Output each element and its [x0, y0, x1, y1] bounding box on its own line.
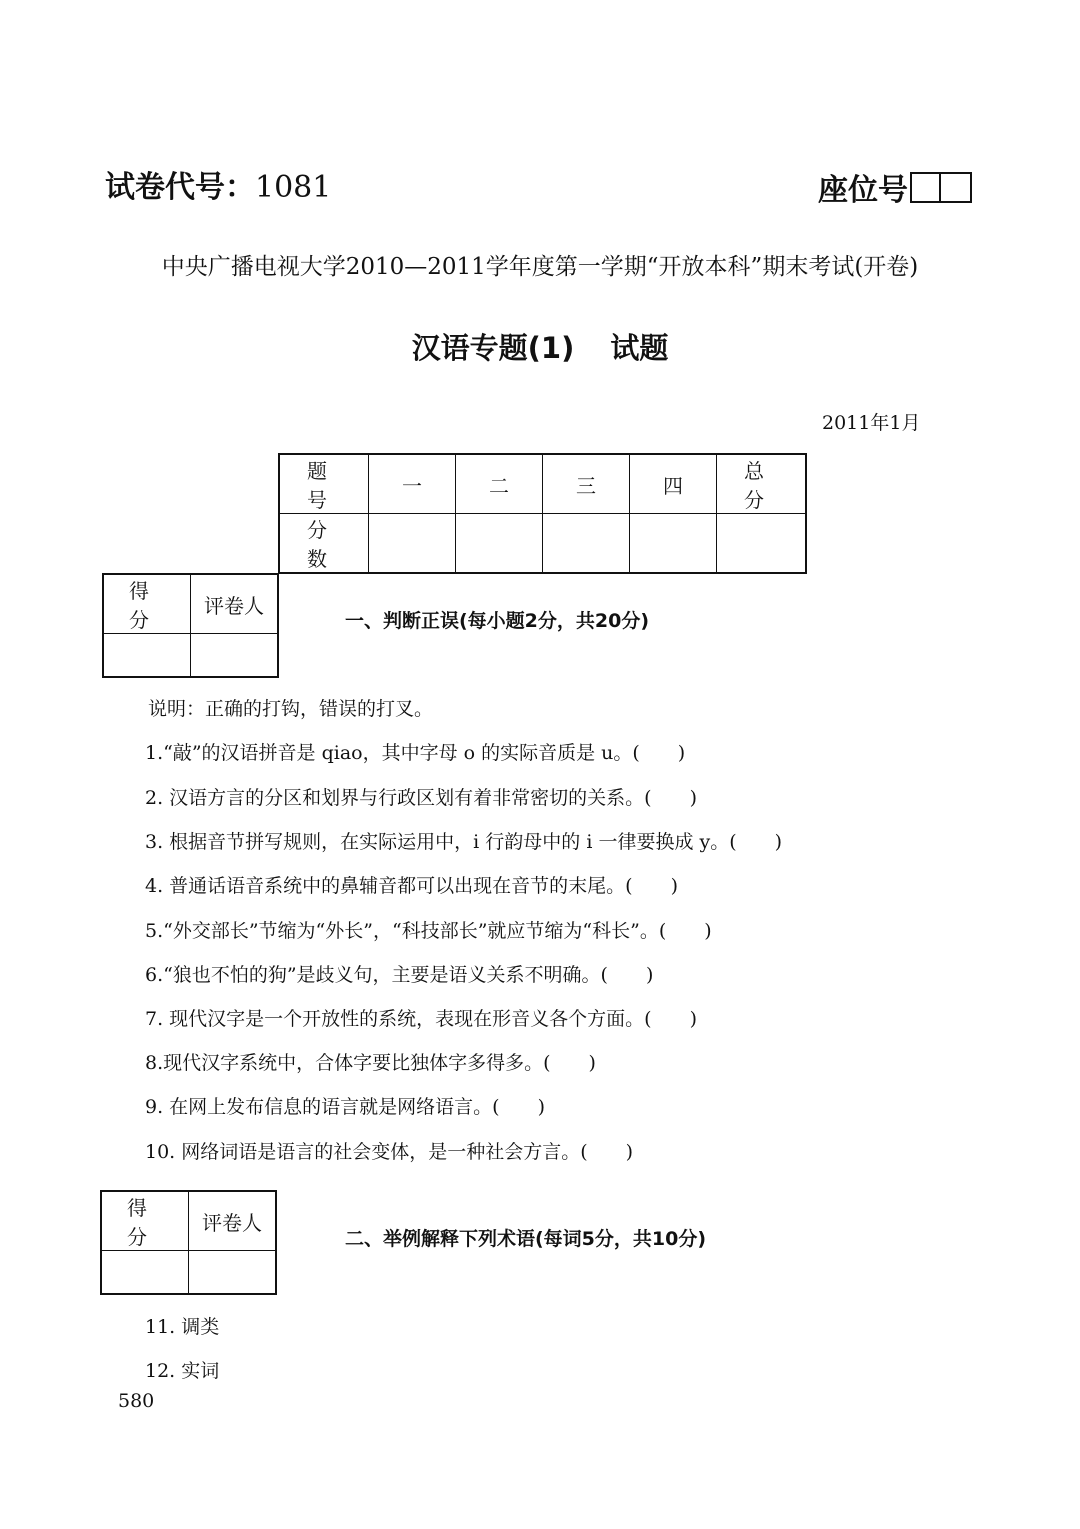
question-item: 4. 普通话语音系统中的鼻辅音都可以出现在音节的末尾。( )	[145, 875, 678, 897]
seat-number	[818, 165, 972, 209]
seat-label: 座位号	[818, 173, 908, 208]
score-table-cell: 一	[369, 454, 456, 514]
question-item: 6.“狼也不怕的狗”是歧义句，主要是语义关系不明确。( )	[145, 964, 654, 986]
score-table-score-row	[279, 514, 806, 574]
question-item: 3. 根据音节拼写规则，在实际运用中，i 行韵母中的 i 一律要换成 y。( )	[145, 831, 783, 853]
exam-date: 2011年1月	[822, 412, 921, 434]
question-item: 12. 实词	[145, 1360, 220, 1382]
grader-score-field[interactable]	[101, 1251, 189, 1295]
question-item: 9. 在网上发布信息的语言就是网络语言。( )	[145, 1096, 545, 1118]
score-field[interactable]	[543, 514, 630, 574]
grader-name-field[interactable]	[189, 1251, 277, 1295]
section-1-title: 一、判断正误(每小题2分，共20分)	[345, 610, 650, 632]
score-table-cell: 分 数	[279, 514, 369, 574]
question-item: 1.“敲”的汉语拼音是 qiao，其中字母 o 的实际音质是 u。( )	[145, 742, 686, 764]
question-item: 7. 现代汉字是一个开放性的系统，表现在形音义各个方面。( )	[145, 1008, 697, 1030]
exam-title-suffix: 试题	[610, 331, 669, 365]
grader-score-field[interactable]	[103, 634, 191, 678]
seat-box	[941, 172, 972, 203]
score-table-cell: 四	[630, 454, 717, 514]
seat-box	[910, 172, 941, 203]
paper-code	[105, 162, 331, 206]
grader-label: 评卷人	[191, 574, 279, 634]
grader-box	[100, 1190, 277, 1295]
grader-box	[102, 573, 279, 678]
score-field[interactable]	[369, 514, 456, 574]
score-field[interactable]	[630, 514, 717, 574]
score-table-cell: 总 分	[717, 454, 807, 514]
exam-title	[0, 326, 1080, 367]
page-number: 580	[118, 1390, 155, 1412]
score-table	[278, 453, 807, 574]
score-table-cell: 题 号	[279, 454, 369, 514]
score-table-cell: 二	[456, 454, 543, 514]
grader-label: 评卷人	[189, 1191, 277, 1251]
exam-title-subject: 汉语专题(1)	[411, 331, 575, 365]
paper-code-label: 试卷代号：	[105, 170, 255, 205]
score-field[interactable]	[717, 514, 807, 574]
question-item: 11. 调类	[145, 1316, 220, 1338]
question-item: 10. 网络词语是语言的社会变体，是一种社会方言。( )	[145, 1141, 634, 1163]
question-item: 2. 汉语方言的分区和划界与行政区划有着非常密切的关系。( )	[145, 787, 697, 809]
exam-header: 中央广播电视大学2010—2011学年度第一学期“开放本科”期末考试(开卷)	[161, 254, 919, 280]
paper-code-value: 1081	[255, 170, 332, 205]
question-item: 5.“外交部长”节缩为“外长”，“科技部长”就应节缩为“科长”。( )	[145, 920, 712, 942]
score-field[interactable]	[456, 514, 543, 574]
grader-name-field[interactable]	[191, 634, 279, 678]
seat-boxes	[910, 172, 972, 203]
grader-score-label: 得 分	[101, 1191, 189, 1251]
score-table-cell: 三	[543, 454, 630, 514]
question-item: 8.现代汉字系统中，合体字要比独体字多得多。( )	[145, 1052, 596, 1074]
score-table-header-row	[279, 454, 806, 514]
section-2-title: 二、举例解释下列术语(每词5分，共10分)	[345, 1228, 707, 1250]
section-1-note: 说明：正确的打钩，错误的打叉。	[148, 698, 434, 720]
grader-score-label: 得 分	[103, 574, 191, 634]
